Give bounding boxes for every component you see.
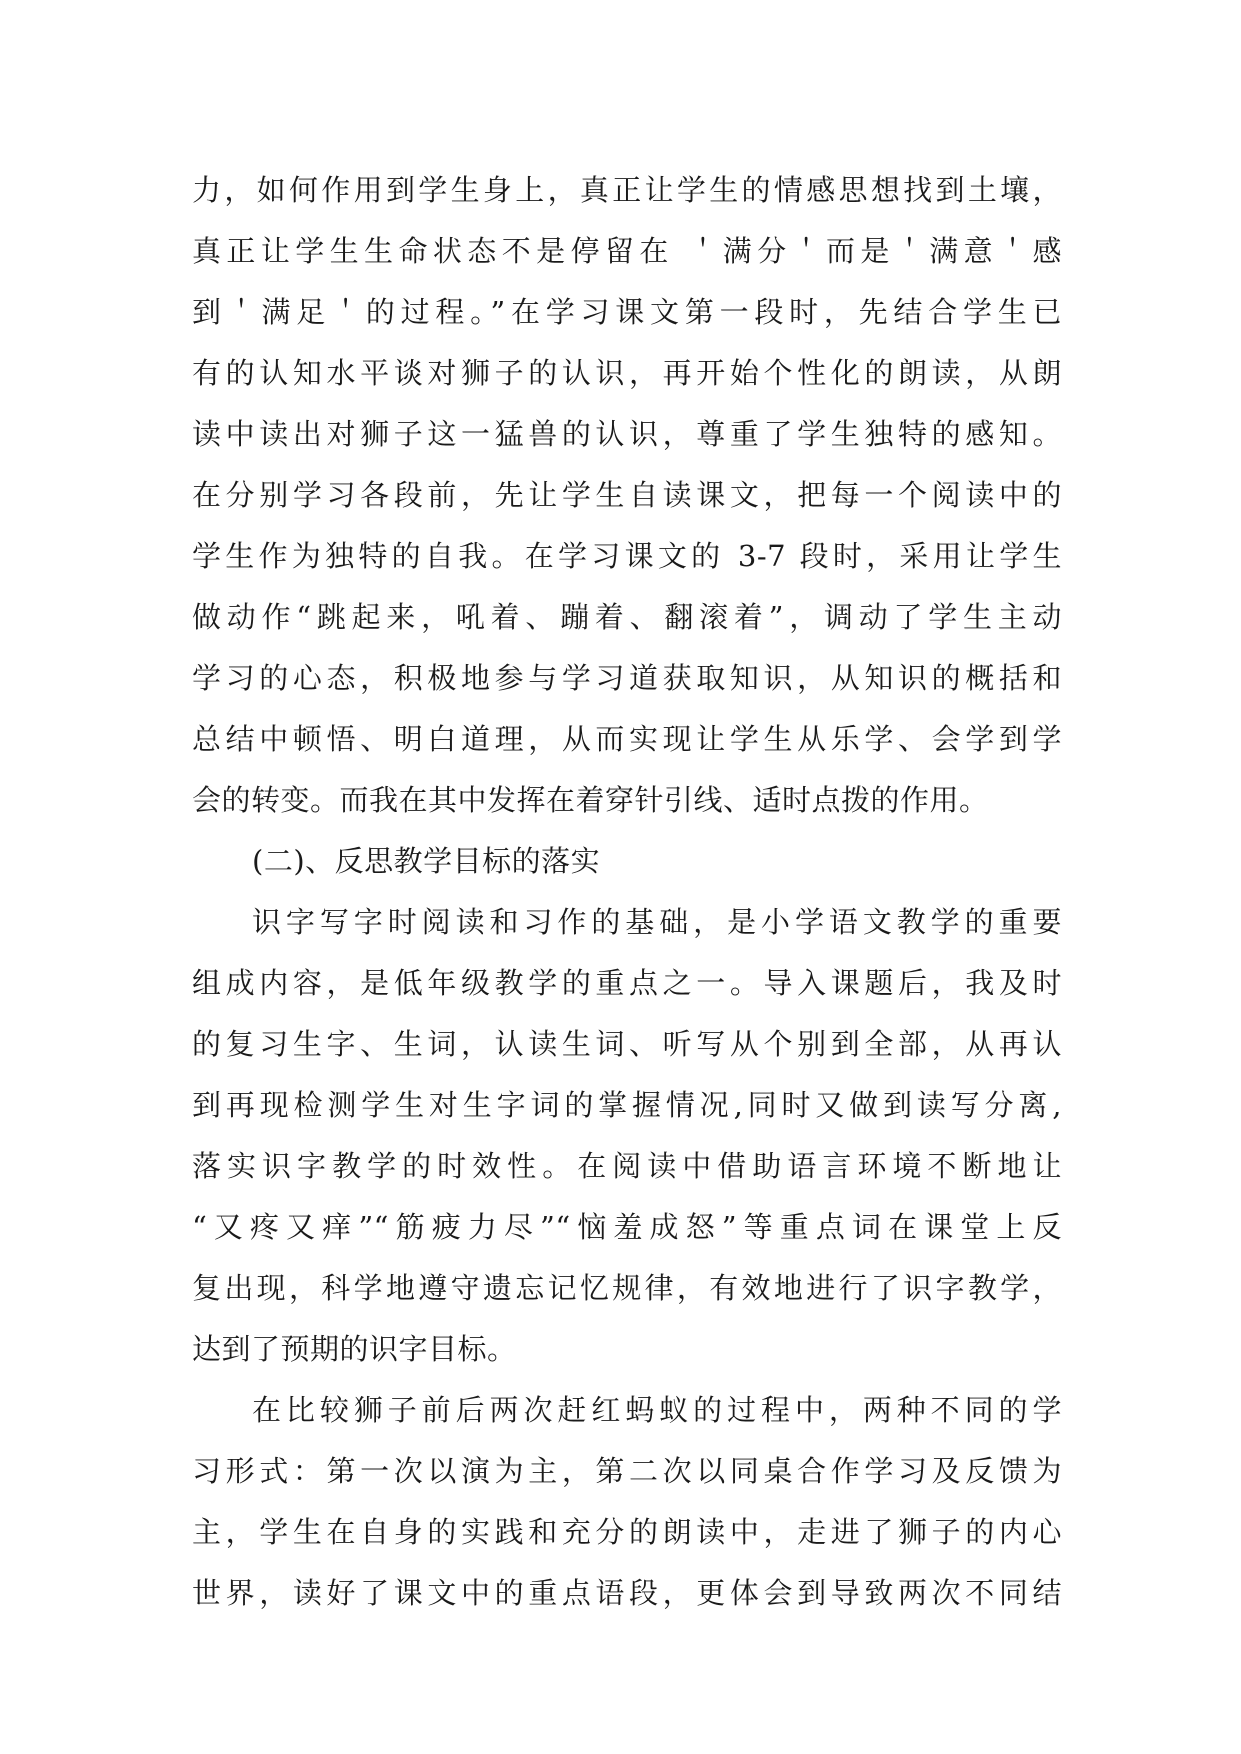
paragraph-comparison [192, 1380, 1062, 1624]
text-line: 复出现，科学地遵守遗忘记忆规律，有效地进行了识字教学， [192, 1271, 1062, 1305]
text-line: 真正让学生生命状态不是停留在 ＇满分＇而是＇满意＇感 [192, 234, 1062, 268]
section-heading [192, 831, 1062, 892]
text-line: 会的转变。而我在其中发挥在着穿针引线、适时点拨的作用。 [192, 783, 989, 817]
text-line: 落实识字教学的时效性。在阅读中借助语言环境不断地让 [192, 1149, 1062, 1183]
text-line: 力，如何作用到学生身上，真正让学生的情感思想找到土壤， [192, 173, 1062, 207]
paragraph-continuation [192, 160, 1062, 831]
text-line: 有的认知水平谈对狮子的认识，再开始个性化的朗读，从朗 [192, 356, 1062, 390]
text-line: “又疼又痒”“筋疲力尽”“恼羞成怒”等重点词在课堂上反 [192, 1210, 1062, 1244]
paragraph-literacy [192, 892, 1062, 1380]
text-line: 学习的心态，积极地参与学习道获取知识，从知识的概括和 [192, 661, 1062, 695]
section-heading-text: (二)、反思教学目标的落实 [252, 844, 601, 878]
text-line: 总结中顿悟、明白道理，从而实现让学生从乐学、会学到学 [192, 722, 1062, 756]
document-body [192, 160, 1062, 1624]
text-line: 主，学生在自身的实践和充分的朗读中，走进了狮子的内心 [192, 1515, 1062, 1549]
text-line: 识字写字时阅读和习作的基础，是小学语文教学的重要 [252, 905, 1062, 939]
text-line: 到＇满足＇的过程。”在学习课文第一段时，先结合学生已 [192, 295, 1062, 329]
text-line: 习形式：第一次以演为主，第二次以同桌合作学习及反馈为 [192, 1454, 1062, 1488]
text-line: 在比较狮子前后两次赶红蚂蚁的过程中，两种不同的学 [252, 1393, 1062, 1427]
text-line: 学生作为独特的自我。在学习课文的 3-7 段时，采用让学生 [192, 539, 1062, 573]
text-line: 到再现检测学生对生字词的掌握情况,同时又做到读写分离, [192, 1088, 1062, 1122]
text-line: 读中读出对狮子这一猛兽的认识，尊重了学生独特的感知。 [192, 417, 1062, 451]
text-line: 世界，读好了课文中的重点语段，更体会到导致两次不同结 [192, 1576, 1062, 1610]
text-line: 做动作“跳起来，吼着、蹦着、翻滚着”，调动了学生主动 [192, 600, 1062, 634]
text-line: 组成内容，是低年级教学的重点之一。导入课题后，我及时 [192, 966, 1062, 1000]
text-line: 在分别学习各段前，先让学生自读课文，把每一个阅读中的 [192, 478, 1062, 512]
text-line: 达到了预期的识字目标。 [192, 1332, 517, 1366]
text-line: 的复习生字、生词，认读生词、听写从个别到全部，从再认 [192, 1027, 1062, 1061]
